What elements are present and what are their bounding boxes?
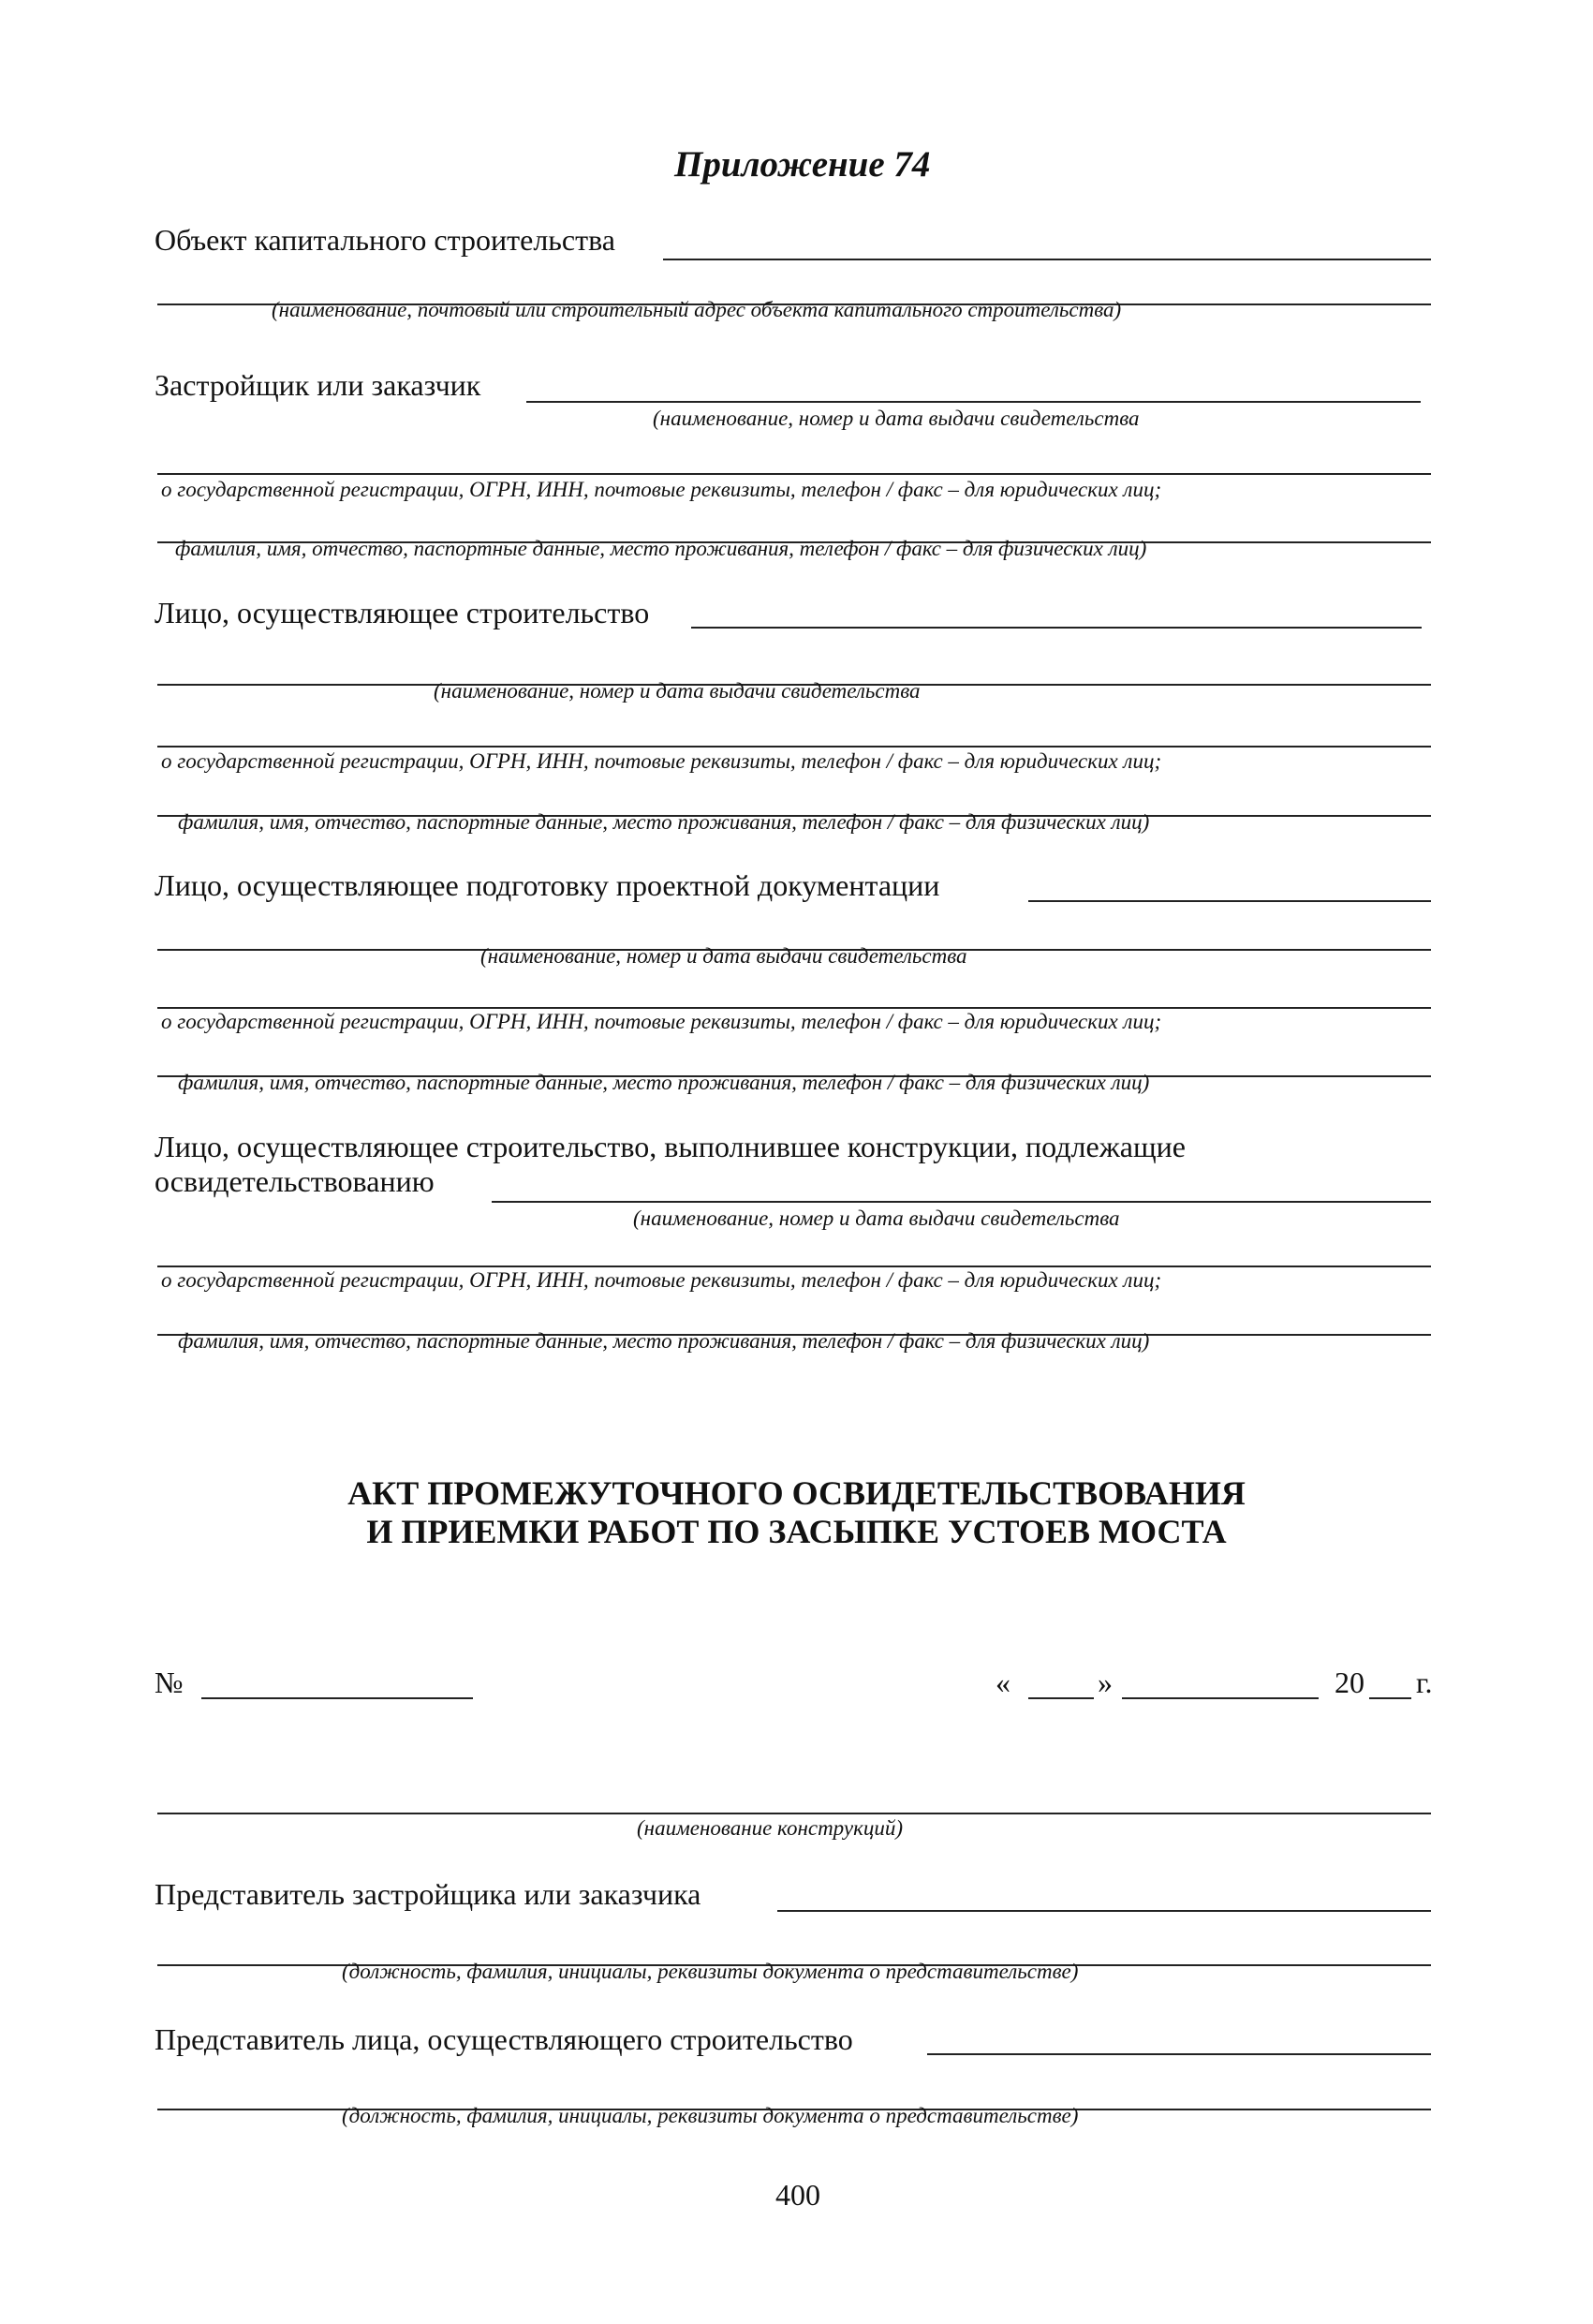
builder-caption-2: о государственной регистрации, ОГРН, ИНН, почтовые реквизиты, телефон / факс – для юридических лиц; [161, 749, 1162, 773]
rep-builder-field[interactable] [927, 2053, 1431, 2055]
rep-developer-label: Представитель застройщика или заказчика [155, 1877, 701, 1911]
object-caption: (наименование, почтовый или строительный адрес объекта капитального строительства) [272, 298, 1122, 321]
date-year-field[interactable] [1369, 1697, 1411, 1699]
appendix-heading: Приложение 74 [674, 144, 931, 185]
developer-label: Застройщик или заказчик [155, 368, 481, 402]
rep-developer-field[interactable] [777, 1910, 1431, 1912]
contractor-caption-2: о государственной регистрации, ОГРН, ИНН, почтовые реквизиты, телефон / факс – для юридических лиц; [161, 1268, 1162, 1292]
builder-field[interactable] [691, 627, 1422, 629]
date-day-field[interactable] [1028, 1697, 1094, 1699]
act-title-line2: И ПРИЕМКИ РАБОТ ПО ЗАСЫПКЕ УСТОЕВ МОСТА [366, 1513, 1227, 1550]
construction-caption: (наименование конструкций) [637, 1816, 903, 1840]
construction-name-field[interactable] [157, 1813, 1431, 1814]
rep-builder-caption: (должность, фамилия, инициалы, реквизиты документа о представительстве) [342, 2104, 1079, 2127]
date-close-quote: » [1098, 1665, 1113, 1699]
developer-caption-3: фамилия, имя, отчество, паспортные данные, место проживания, телефон / факс – для физических лиц) [175, 537, 1147, 560]
act-title-line1: АКТ ПРОМЕЖУТОЧНОГО ОСВИДЕТЕЛЬСТВОВАНИЯ [347, 1474, 1246, 1512]
contractor-label-line1: Лицо, осуществляющее строительство, выполнившее конструкции, подлежащие [155, 1130, 1186, 1163]
builder-caption-3: фамилия, имя, отчество, паспортные данные, место проживания, телефон / факс – для физических лиц) [178, 810, 1150, 834]
number-sign: № [155, 1665, 184, 1699]
contractor-label-line2: освидетельствованию [155, 1164, 435, 1198]
builder-label: Лицо, осуществляющее строительство [155, 596, 650, 629]
designer-caption-1: (наименование, номер и дата выдачи свидетельства [480, 944, 967, 968]
object-field[interactable] [663, 259, 1431, 260]
contractor-caption-1: (наименование, номер и дата выдачи свидетельства [633, 1206, 1120, 1230]
developer-field-line2[interactable] [157, 473, 1431, 475]
rep-builder-label: Представитель лица, осуществляющего строительство [155, 2022, 853, 2056]
builder-field-line3[interactable] [157, 746, 1431, 748]
date-year-prefix: 20 [1335, 1665, 1364, 1699]
page-number: 400 [775, 2178, 820, 2212]
designer-caption-2: о государственной регистрации, ОГРН, ИНН, почтовые реквизиты, телефон / факс – для юридических лиц; [161, 1010, 1162, 1033]
date-year-suffix: г. [1416, 1665, 1433, 1699]
builder-caption-1: (наименование, номер и дата выдачи свидетельства [434, 679, 921, 703]
contractor-field-line2[interactable] [157, 1266, 1431, 1267]
designer-field[interactable] [1028, 900, 1431, 902]
developer-field[interactable] [526, 401, 1421, 403]
designer-field-line3[interactable] [157, 1007, 1431, 1009]
developer-caption-2: о государственной регистрации, ОГРН, ИНН, почтовые реквизиты, телефон / факс – для юридических лиц; [161, 478, 1162, 501]
contractor-caption-3: фамилия, имя, отчество, паспортные данные, место проживания, телефон / факс – для физических лиц) [178, 1329, 1150, 1353]
object-label: Объект капитального строительства [155, 223, 615, 257]
designer-label: Лицо, осуществляющее подготовку проектной документации [155, 868, 940, 902]
rep-developer-caption: (должность, фамилия, инициалы, реквизиты документа о представительстве) [342, 1960, 1079, 1983]
designer-caption-3: фамилия, имя, отчество, паспортные данные, место проживания, телефон / факс – для физических лиц) [178, 1071, 1150, 1094]
contractor-field[interactable] [492, 1201, 1431, 1203]
developer-caption-1: (наименование, номер и дата выдачи свидетельства [653, 407, 1140, 430]
date-month-field[interactable] [1122, 1697, 1319, 1699]
date-open-quote: « [996, 1665, 1010, 1699]
act-number-field[interactable] [201, 1697, 473, 1699]
